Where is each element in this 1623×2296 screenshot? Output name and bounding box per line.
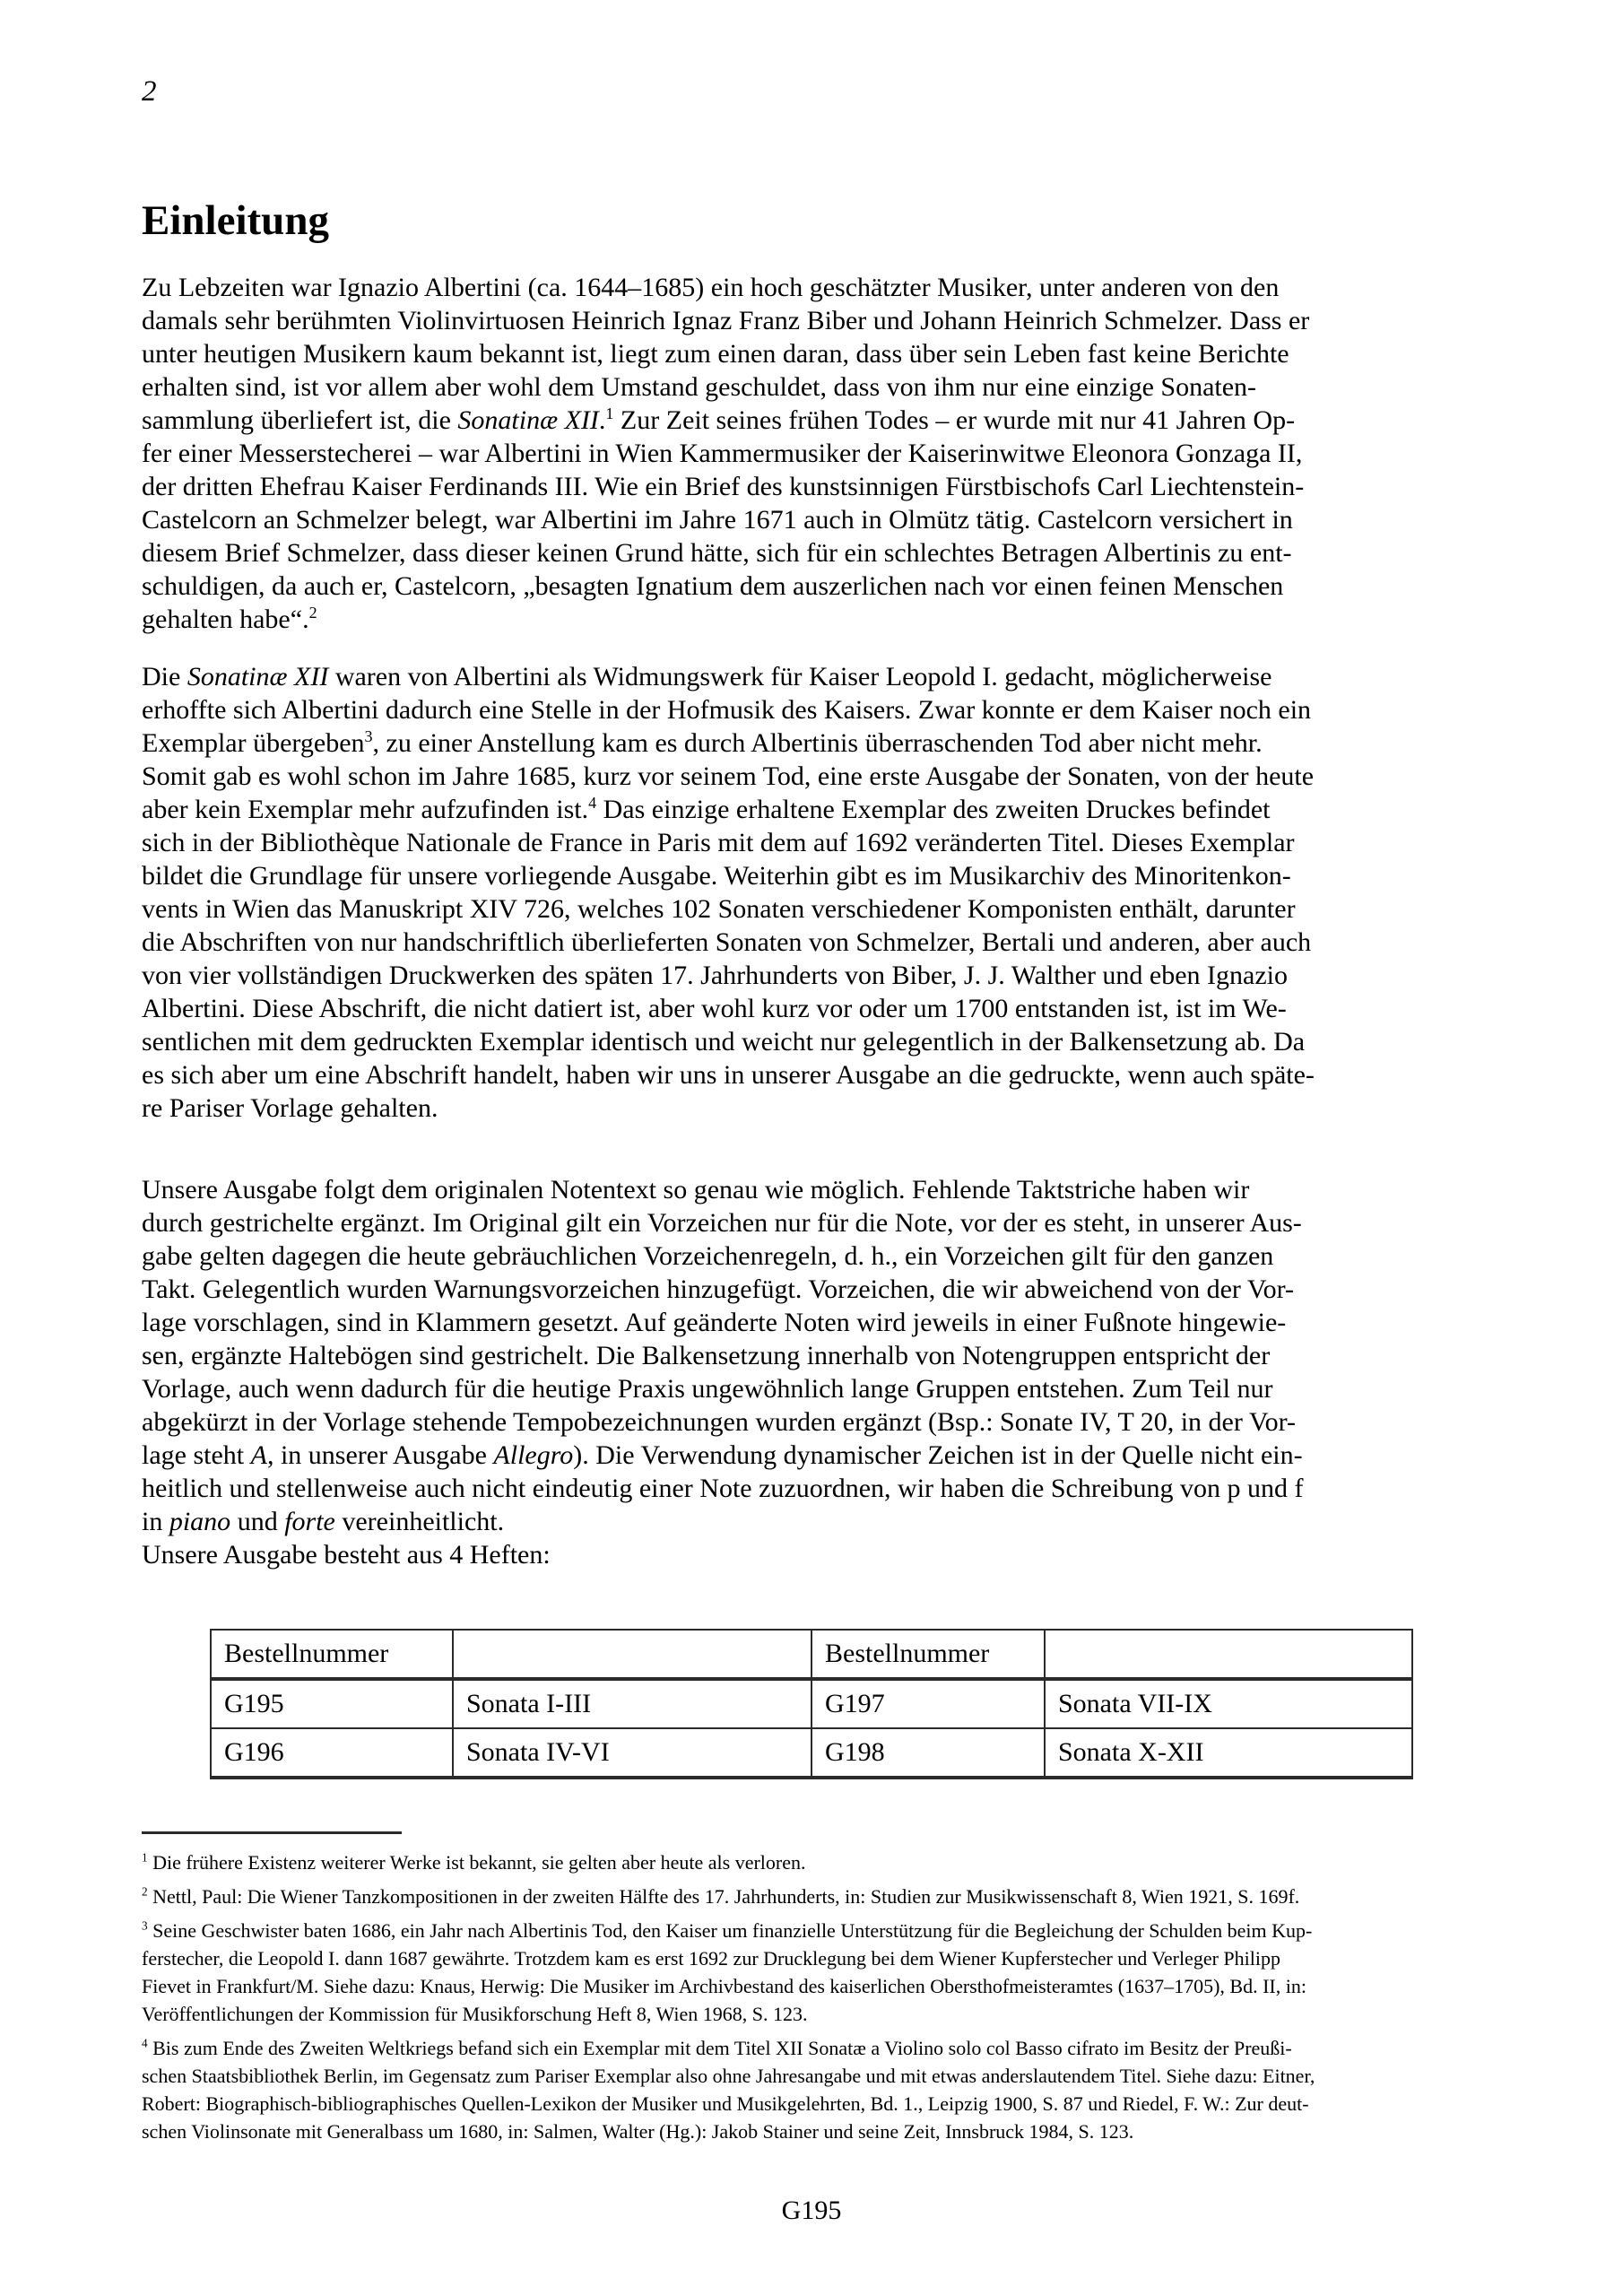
- paragraph-editorial: [142, 1173, 1481, 1538]
- table-cell: G195: [211, 1679, 453, 1728]
- footnote: [142, 2034, 1481, 2145]
- text-line: lage steht A, in unserer Ausgabe Allegro). Die Verwendung dynamischer Zeichen ist in der Quelle nicht ein-: [142, 1440, 1303, 1470]
- table-cell: G198: [812, 1728, 1045, 1778]
- text-line: lage vorschlagen, sind in Klammern gesetzt. Auf geänderte Noten wird jeweils in einer Fußnote hingewie-: [142, 1308, 1287, 1337]
- text-line: damals sehr berühmten Violinvirtuosen Heinrich Ignaz Franz Biber und Johann Heinrich Schmelzer. Dass er: [142, 306, 1310, 335]
- footnote-divider: [142, 1831, 402, 1834]
- text-line: fer einer Messerstecherei – war Albertini in Wien Kammermusiker der Kaiserinwitwe Eleonora Gonzaga II,: [142, 439, 1303, 468]
- footnote: [142, 1883, 1481, 1910]
- text-line: $^3$ Seine Geschwister baten 1686, ein Jahr nach Albertinis Tod, den Kaiser um finanzielle Unterstützung für die Begleichung der Schulden beim Kup-: [142, 1918, 1313, 1942]
- table-row: [211, 1679, 1412, 1728]
- text-line: Takt. Gelegentlich wurden Warnungsvorzeichen hinzugefügt. Vorzeichen, die wir abweichend von der Vor-: [142, 1274, 1295, 1304]
- text-line: es sich aber um eine Abschrift handelt, haben wir uns in unserer Ausgabe an die gedruckte, wenn auch späte-: [142, 1060, 1315, 1090]
- text-line: aber kein Exemplar mehr aufzufinden ist.$^4$ Das einzige erhaltene Exemplar des zweiten Druckes befindet: [142, 794, 1271, 824]
- text-line: schuldigen, da auch er, Castelcorn, „besagten Ignatium dem auszerlichen nach vor einen feinen Menschen: [142, 571, 1284, 601]
- text-line: Vorlage, auch wenn dadurch für die heutige Praxis ungewöhnlich lange Gruppen entstehen. Zum Teil nur: [142, 1374, 1273, 1404]
- text-line: Fievet in Frankfurt/M. Siehe dazu: Knaus, Herwig: Die Musiker im Archivbestand des kaiserlichen Obersthofmeisteramtes (1637–1705), Bd. II, in:: [142, 1975, 1306, 1997]
- table-header-cell: Bestellnummer: [211, 1630, 453, 1679]
- footnote-marker: 4: [142, 2036, 148, 2050]
- text-line: Albertini. Diese Abschrift, die nicht datiert ist, aber wohl kurz vor oder um 1700 entstanden ist, ist im We-: [142, 994, 1287, 1023]
- table-cell: G197: [812, 1679, 1045, 1728]
- table-cell: Sonata VII-IX: [1045, 1679, 1412, 1728]
- text-line: Unsere Ausgabe besteht aus 4 Heften:: [142, 1540, 551, 1570]
- footnote-marker: 1: [142, 1850, 148, 1865]
- table-cell: Sonata IV-VI: [453, 1728, 812, 1778]
- page-footer: G195: [781, 2196, 842, 2225]
- text-line: diesem Brief Schmelzer, dass dieser keinen Grund hätte, sich für ein schlechtes Betragen Albertinis zu ent-: [142, 538, 1292, 568]
- text-line: Exemplar übergeben$^3$, zu einer Anstellung kam es durch Albertinis überraschenden Tod aber nicht mehr.: [142, 727, 1263, 758]
- paragraph-hefte-intro: [142, 1538, 1481, 1571]
- order-table-body: [211, 1679, 1412, 1778]
- text-line: Die Sonatinæ XII waren von Albertini als Widmungswerk für Kaiser Leopold I. gedacht, möglicherweise: [142, 662, 1272, 691]
- page-title: Einleitung: [142, 197, 329, 244]
- text-line: abgekürzt in der Vorlage stehende Tempobezeichnungen wurden ergänzt (Bsp.: Sonate IV, T 20, in der Vor-: [142, 1407, 1296, 1437]
- text-line: vents in Wien das Manuskript XIV 726, welches 102 Sonaten verschiedener Komponisten enthält, darunter: [142, 894, 1296, 924]
- text-line: $^4$ Bis zum Ende des Zweiten Weltkriegs befand sich ein Exemplar mit dem Titel XII Sonatæ a Violino solo col Basso cifrato im Besitz der Preußi-: [142, 2036, 1292, 2059]
- text-line: Unsere Ausgabe folgt dem originalen Notentext so genau wie möglich. Fehlende Taktstriche haben wir: [142, 1175, 1250, 1205]
- paragraph-biography: [142, 271, 1481, 636]
- text-line: der dritten Ehefrau Kaiser Ferdinands III. Wie ein Brief des kunstsinnigen Fürstbischofs Carl Liechtenstein-: [142, 472, 1305, 501]
- text-line: durch gestrichelte ergänzt. Im Original gilt ein Vorzeichen nur für die Note, vor der es steht, in unserer Aus-: [142, 1208, 1302, 1238]
- order-number-table: [210, 1629, 1413, 1779]
- text-line: sen, ergänzte Haltebögen sind gestrichelt. Die Balkensetzung innerhalb von Notengruppen entspricht der: [142, 1341, 1271, 1370]
- table-header-row: [211, 1630, 1412, 1679]
- text-line: gabe gelten dagegen die heute gebräuchlichen Vorzeichenregeln, d. h., ein Vorzeichen gilt für den ganzen: [142, 1241, 1274, 1271]
- text-line: sich in der Bibliothèque Nationale de France in Paris mit dem auf 1692 veränderten Titel. Dieses Exemplar: [142, 828, 1295, 857]
- text-line: in piano und forte vereinheitlicht.: [142, 1507, 505, 1536]
- table-row: [211, 1728, 1412, 1778]
- table-cell: G196: [211, 1728, 453, 1778]
- text-line: unter heutigen Musikern kaum bekannt ist, liegt zum einen daran, dass über sein Leben fast keine Berichte: [142, 339, 1289, 369]
- text-line: Castelcorn an Schmelzer belegt, war Albertini im Jahre 1671 auch in Olmütz tätig. Castelcorn versichert in: [142, 505, 1293, 535]
- table-cell: Sonata I-III: [453, 1679, 812, 1728]
- footnote: [142, 1848, 1481, 1876]
- text-line: heitlich und stellenweise auch nicht eindeutig einer Note zuzuordnen, wir haben die Schreibung von p und f: [142, 1474, 1304, 1503]
- footnote: [142, 1917, 1481, 2028]
- text-line: $^1$ Die frühere Existenz weiterer Werke ist bekannt, sie gelten aber heute als verloren.: [142, 1850, 806, 1874]
- text-line: bildet die Grundlage für unsere vorliegende Ausgabe. Weiterhin gibt es im Musikarchiv des Minoritenkon-: [142, 861, 1291, 891]
- text-line: sammlung überliefert ist, die Sonatinæ XII.$^1$ Zur Zeit seines frühen Todes – er wurde mit nur 41 Jahren Op-: [142, 404, 1296, 435]
- text-line: ferstecher, die Leopold I. dann 1687 gewährte. Trotzdem kam es erst 1692 zur Drucklegung bei dem Wiener Kupferstecher und Verleger Philipp: [142, 1947, 1280, 1970]
- footnote-marker: 2: [142, 1884, 148, 1899]
- page-number: 2: [142, 75, 157, 108]
- table-cell: Sonata X-XII: [1045, 1728, 1412, 1778]
- footnotes-section: [142, 1848, 1481, 2145]
- text-line: sentlichen mit dem gedruckten Exemplar identisch und weicht nur gelegentlich in der Balkensetzung ab. Da: [142, 1027, 1306, 1057]
- text-line: erhalten sind, ist vor allem aber wohl dem Umstand geschuldet, dass von ihm nur eine einzige Sonaten-: [142, 372, 1257, 402]
- order-table-head: [211, 1630, 1412, 1679]
- text-line: re Pariser Vorlage gehalten.: [142, 1093, 438, 1123]
- text-line: Robert: Biographisch-bibliographisches Quellen-Lexikon der Musiker und Musikgelehrten, Bd. 1., Leipzig 1900, S. 87 und Riedel, F. W.: Zur deut-: [142, 2092, 1309, 2115]
- text-line: gehalten habe“.$^2$: [142, 604, 317, 634]
- table-header-cell: Bestellnummer: [812, 1630, 1045, 1679]
- text-line: die Abschriften von nur handschriftlich überlieferten Sonaten von Schmelzer, Bertali und anderen, aber auch: [142, 927, 1312, 957]
- text-line: schen Violinsonate mit Generalbass um 1680, in: Salmen, Walter (Hg.): Jakob Stainer und seine Zeit, Innsbruck 1984, S. 123.: [142, 2120, 1134, 2143]
- text-line: Somit gab es wohl schon im Jahre 1685, kurz vor seinem Tod, eine erste Ausgabe der Sonaten, von der heute: [142, 761, 1315, 791]
- text-line: Zu Lebzeiten war Ignazio Albertini (ca. 1644–1685) ein hoch geschätzter Musiker, unter anderen von den: [142, 273, 1280, 302]
- paragraph-sources: [142, 660, 1481, 1125]
- text-line: erhoffte sich Albertini dadurch eine Stelle in der Hofmusik des Kaisers. Zwar konnte er dem Kaiser noch ein: [142, 695, 1312, 725]
- footnote-marker: 3: [142, 1918, 148, 1933]
- text-line: schen Staatsbibliothek Berlin, im Gegensatz zum Pariser Exemplar also ohne Jahresangabe und mit etwas anderslautendem Titel. Siehe dazu: Eitner,: [142, 2065, 1315, 2087]
- text-line: von vier vollständigen Druckwerken des späten 17. Jahrhunderts von Biber, J. J. Walther und eben Ignazio: [142, 961, 1289, 990]
- text-line: Veröffentlichungen der Kommission für Musikforschung Heft 8, Wien 1968, S. 123.: [142, 2003, 808, 2025]
- table-header-cell: [453, 1630, 812, 1679]
- text-line: $^2$ Nettl, Paul: Die Wiener Tanzkompositionen in der zweiten Hälfte des 17. Jahrhunderts, in: Studien zur Musikwissenschaft 8, Wien 1921, S. 169f.: [142, 1884, 1300, 1908]
- table-header-cell: [1045, 1630, 1412, 1679]
